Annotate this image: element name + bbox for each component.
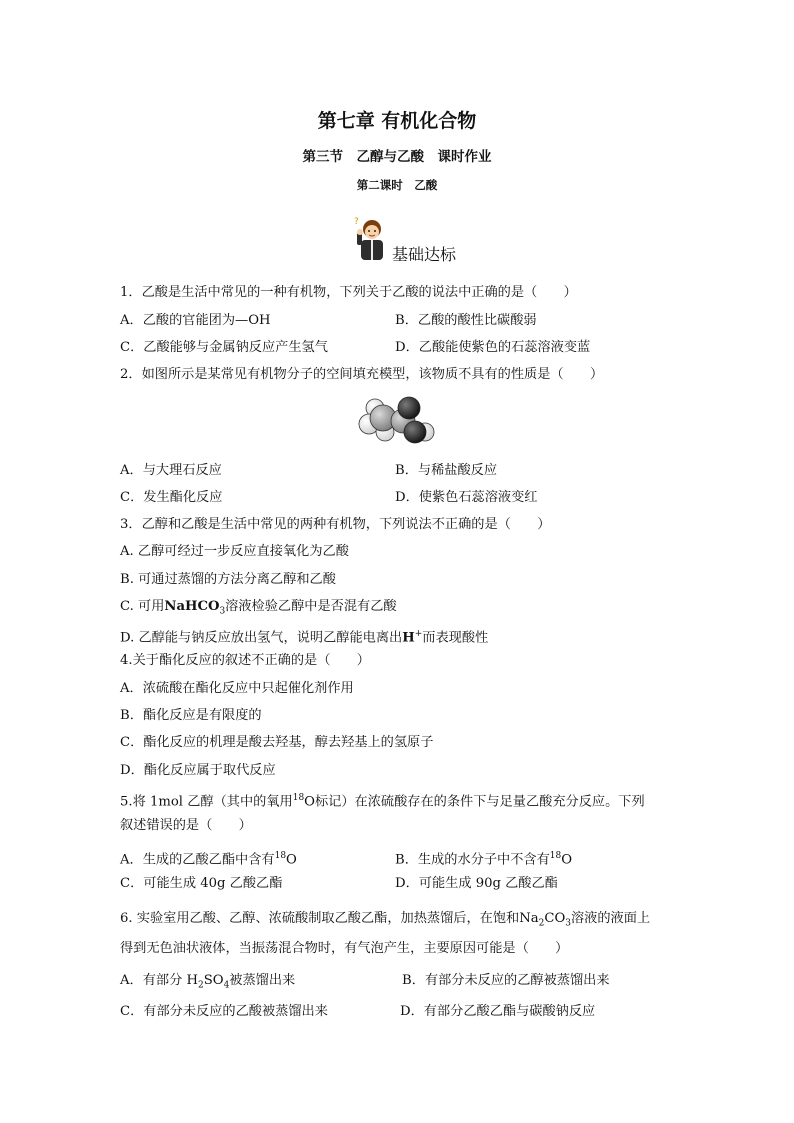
q4-option-c: C．酯化反应的机理是酸去羟基，醇去羟基上的氢原子 xyxy=(120,735,434,750)
q5-stem-line1: 5.将 1mol 乙醇（其中的氧用$^{18}$O标记）在浓硫酸存在的条件下与足量乙酸充分反应。下列 xyxy=(120,793,645,810)
q2-stem: 2．如图所示是某常见有机物分子的空间填充模型，该物质不具有的性质是（ ） xyxy=(120,367,604,382)
q6-option-c: C．有部分未反应的乙酸被蒸馏出来 xyxy=(120,1004,328,1019)
q2-option-c: C．发生酯化反应 xyxy=(120,490,223,505)
student-thinking-icon xyxy=(352,215,392,261)
q4-option-b: B．酯化反应是有限度的 xyxy=(120,708,262,723)
q5-option-b: B．生成的水分子中不含有$^{18}$O xyxy=(395,851,573,868)
q5-option-d: D．可能生成 90g 乙酸乙酯 xyxy=(395,876,558,891)
q3-option-b: B. 可通过蒸馏的方法分离乙醇和乙酸 xyxy=(120,572,336,587)
q3-option-c: C. 可用NaHCO$_3$溶液检验乙醇中是否混有乙酸 xyxy=(120,599,397,617)
q4-stem: 4.关于酯化反应的叙述不正确的是（ ） xyxy=(120,653,370,668)
section-label: 基础达标 xyxy=(392,245,457,264)
q6-stem-line1: 6. 实验室用乙酸、乙醇、浓硫酸制取乙酸乙酯，加热蒸馏后，在饱和$Na_2CO_3$溶液的液面上 xyxy=(120,911,651,929)
q5-option-c: C．可能生成 40g 乙酸乙酯 xyxy=(120,876,283,891)
q4-option-a: A．浓硫酸在酯化反应中只起催化剂作用 xyxy=(120,681,354,696)
q2-option-b: B．与稀盐酸反应 xyxy=(395,463,498,478)
space-filling-molecule-model xyxy=(355,396,435,446)
svg-text:?: ? xyxy=(354,217,359,227)
q1-stem: 1．乙酸是生活中常见的一种有机物，下列关于乙酸的说法中正确的是（ ） xyxy=(120,285,577,300)
q6-option-b: B．有部分未反应的乙醇被蒸馏出来 xyxy=(402,973,610,988)
q4-option-d: D．酯化反应属于取代反应 xyxy=(120,763,276,778)
q3-option-a: A. 乙醇可经过一步反应直接氧化为乙酸 xyxy=(120,544,349,559)
q3-stem: 3．乙醇和乙酸是生活中常见的两种有机物，下列说法不正确的是（ ） xyxy=(120,517,551,532)
q6-stem-line2: 得到无色油状液体，当振荡混合物时，有气泡产生，主要原因可能是（ ） xyxy=(120,941,569,956)
q1-option-d: D．乙酸能使紫色的石蕊溶液变蓝 xyxy=(395,340,591,355)
q6-option-a: A．有部分 $H_2SO_4$被蒸馏出来 xyxy=(120,973,296,991)
q3-option-d: D. 乙醇能与钠反应放出氢气，说明乙醇能电离出H+而表现酸性 xyxy=(120,629,489,646)
q2-option-d: D．使紫色石蕊溶液变红 xyxy=(395,490,538,505)
section-subtitle: 第三节 乙醇与乙酸 课时作业 xyxy=(302,149,492,165)
q5-stem-line2: 叙述错误的是（ ） xyxy=(120,818,252,833)
chapter-title: 第七章 有机化合物 xyxy=(317,110,477,132)
q2-option-a: A．与大理石反应 xyxy=(120,463,222,478)
q1-option-b: B．乙酸的酸性比碳酸弱 xyxy=(395,313,537,328)
q1-option-c: C．乙酸能够与金属钠反应产生氢气 xyxy=(120,340,328,355)
q5-option-a: A．生成的乙酸乙酯中含有$^{18}$O xyxy=(120,851,297,868)
q1-option-a: A．乙酸的官能团为—OH xyxy=(120,313,271,328)
q6-option-d: D．有部分乙酸乙酯与碳酸钠反应 xyxy=(400,1004,596,1019)
lesson-title: 第二课时 乙酸 xyxy=(356,178,438,192)
